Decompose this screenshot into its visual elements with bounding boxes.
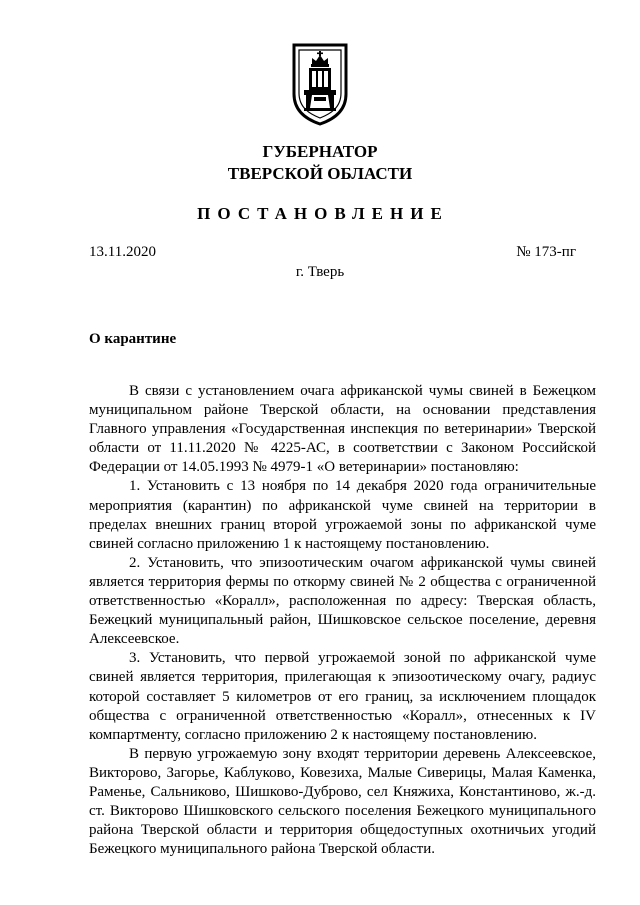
authority-title-line2: ТВЕРСКОЙ ОБЛАСТИ (227, 164, 413, 183)
paragraph-item-1: 1. Установить с 13 ноября по 14 декабря 2020 года ограничительные мероприятия (карантин) по африканской чуме свиней на территории в пределах внешних границ второй угрожаемой зоны по африканской чуме свиней согласно приложению 1 к настоящему постановлению. (89, 478, 596, 552)
paragraph-preamble: В связи с установлением очага африканской чумы свиней в Бежецком муниципальном районе Тверской области, на основании представления Главного управления «Государственная инспекция по ветеринарии» Тверской области от 11.11.2020 № 4225-АС, в соответствии с Законом Российской Федерации от 14.05.1993 № 4979-1 «О ветеринарии» постановляю: (89, 383, 596, 476)
document-number: № 173-пг (516, 244, 576, 260)
paragraph-first-zone: В первую угрожаемую зону входят территории деревень Алексеевское, Викторово, Загорье, Каблуково, Ковезиха, Малые Сиверицы, Малая Каменка, Раменье, Сальниково, Шишково-Дуброво, сел Княжиха, Константиново, ж.-д. ст. Викторово Шишковского сельского поселения Бежецкого муниципального района Тверской области и территория общедоступных охотничьих угодий Бежецкого муниципального района Тверской области. (89, 745, 596, 858)
document-date: 13.11.2020 (89, 244, 156, 260)
coat-of-arms-icon (290, 42, 350, 126)
document-type-heading: ПОСТАНОВЛЕНИЕ (197, 204, 449, 223)
paragraph-item-3: 3. Установить, что первой угрожаемой зоной по африканской чуме свиней является территория, прилегающая к эпизоотическому очагу, радиус которой составляет 5 километров от его границ, за исключением площадок общества с ограниченной ответственностью «Коралл», отнесенных к IV компартменту, согласно приложению 2 к настоящему постановлению. (89, 650, 596, 743)
authority-title-line1: ГУБЕРНАТОР (262, 142, 378, 161)
document-body (89, 382, 596, 859)
document-subject: О карантине (89, 331, 177, 347)
paragraph-item-2: 2. Установить, что эпизоотическим очагом африканской чумы свиней является территория фермы по откорму свиней № 2 общества с ограниченной ответственностью «Коралл», расположенная по адресу: Тверская область, Бежецкий муниципальный район, Шишковское сельское поселение, деревня Алексеевское. (89, 554, 596, 648)
document-city: г. Тверь (295, 264, 345, 280)
